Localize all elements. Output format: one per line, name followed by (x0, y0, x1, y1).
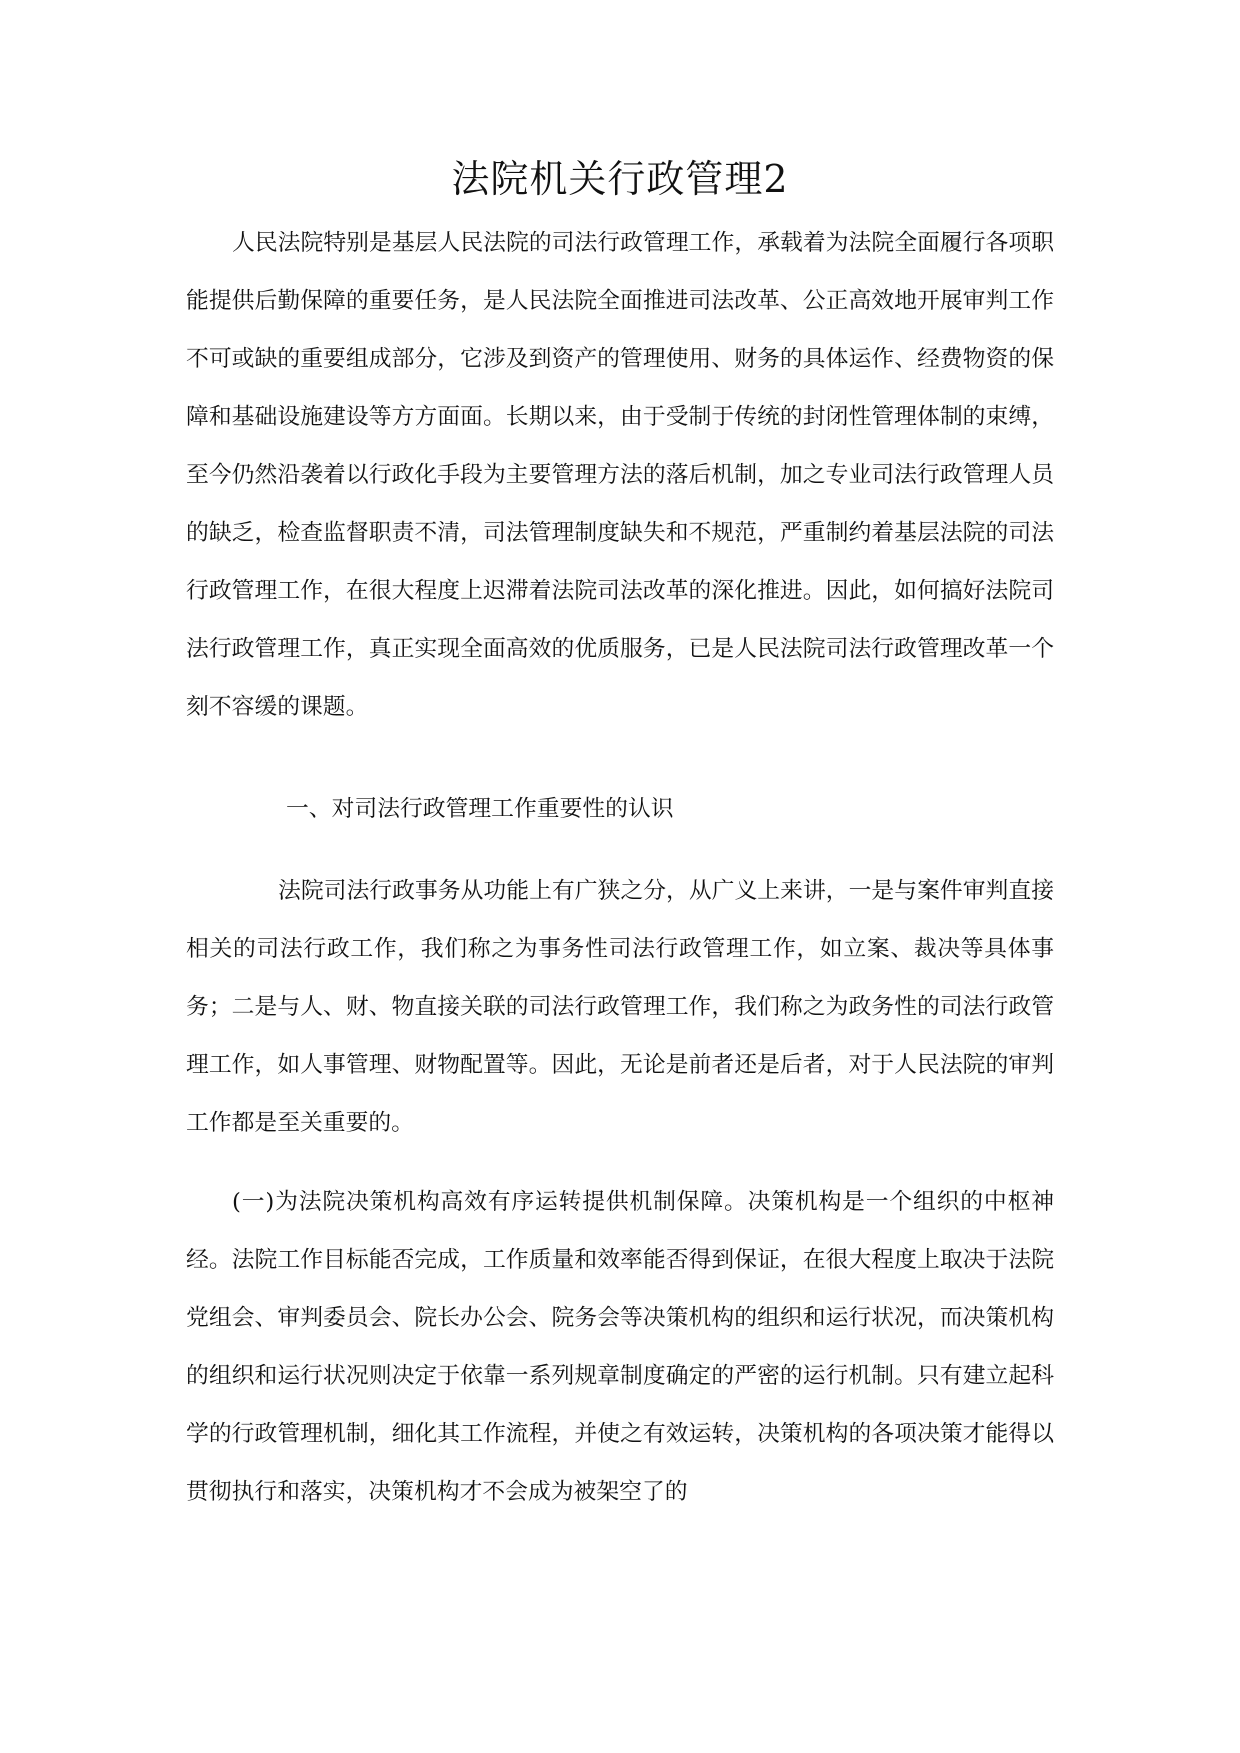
body-paragraph-decision-mechanism: (一)为法院决策机构高效有序运转提供机制保障。决策机构是一个组织的中枢神经。法院工作目标能否完成，工作质量和效率能否得到保证，在很大程度上取决于法院党组会、审判委员会、院长办公会、院务会等决策机构的组织和运行状况，而决策机构的组织和运行状况则决定于依靠一系列规章制度确定的严密的运行机制。只有建立起科学的行政管理机制，细化其工作流程，并使之有效运转，决策机构的各项决策才能得以贯彻执行和落实，决策机构才不会成为被架空了的 (186, 1189, 1054, 1505)
intro-paragraph: 人民法院特别是基层人民法院的司法行政管理工作，承载着为法院全面履行各项职能提供后勤保障的重要任务，是人民法院全面推进司法改革、公正高效地开展审判工作不可或缺的重要组成部分，它涉及到资产的管理使用、财务的具体运作、经费物资的保障和基础设施建设等方方面面。长期以来，由于受制于传统的封闭性管理体制的束缚，至今仍然沿袭着以行政化手段为主要管理方法的落后机制，加之专业司法行政管理人员的缺乏，检查监督职责不清，司法管理制度缺失和不规范，严重制约着基层法院的司法行政管理工作，在很大程度上迟滞着法院司法改革的深化推进。因此，如何搞好法院司法行政管理工作，真正实现全面高效的优质服务，已是人民法院司法行政管理改革一个刻不容缓的课题。 (186, 230, 1054, 720)
body-paragraph-scope: 法院司法行政事务从功能上有广狭之分，从广义上来讲，一是与案件审判直接相关的司法行政工作，我们称之为事务性司法行政管理工作，如立案、裁决等具体事务；二是与人、财、物直接关联的司法行政管理工作，我们称之为政务性的司法行政管理工作，如人事管理、财物配置等。因此，无论是前者还是后者，对于人民法院的审判工作都是至关重要的。 (186, 878, 1054, 1136)
document-title: 法院机关行政管理2 (451, 157, 789, 201)
section-heading: 一、对司法行政管理工作重要性的认识 (286, 796, 674, 822)
